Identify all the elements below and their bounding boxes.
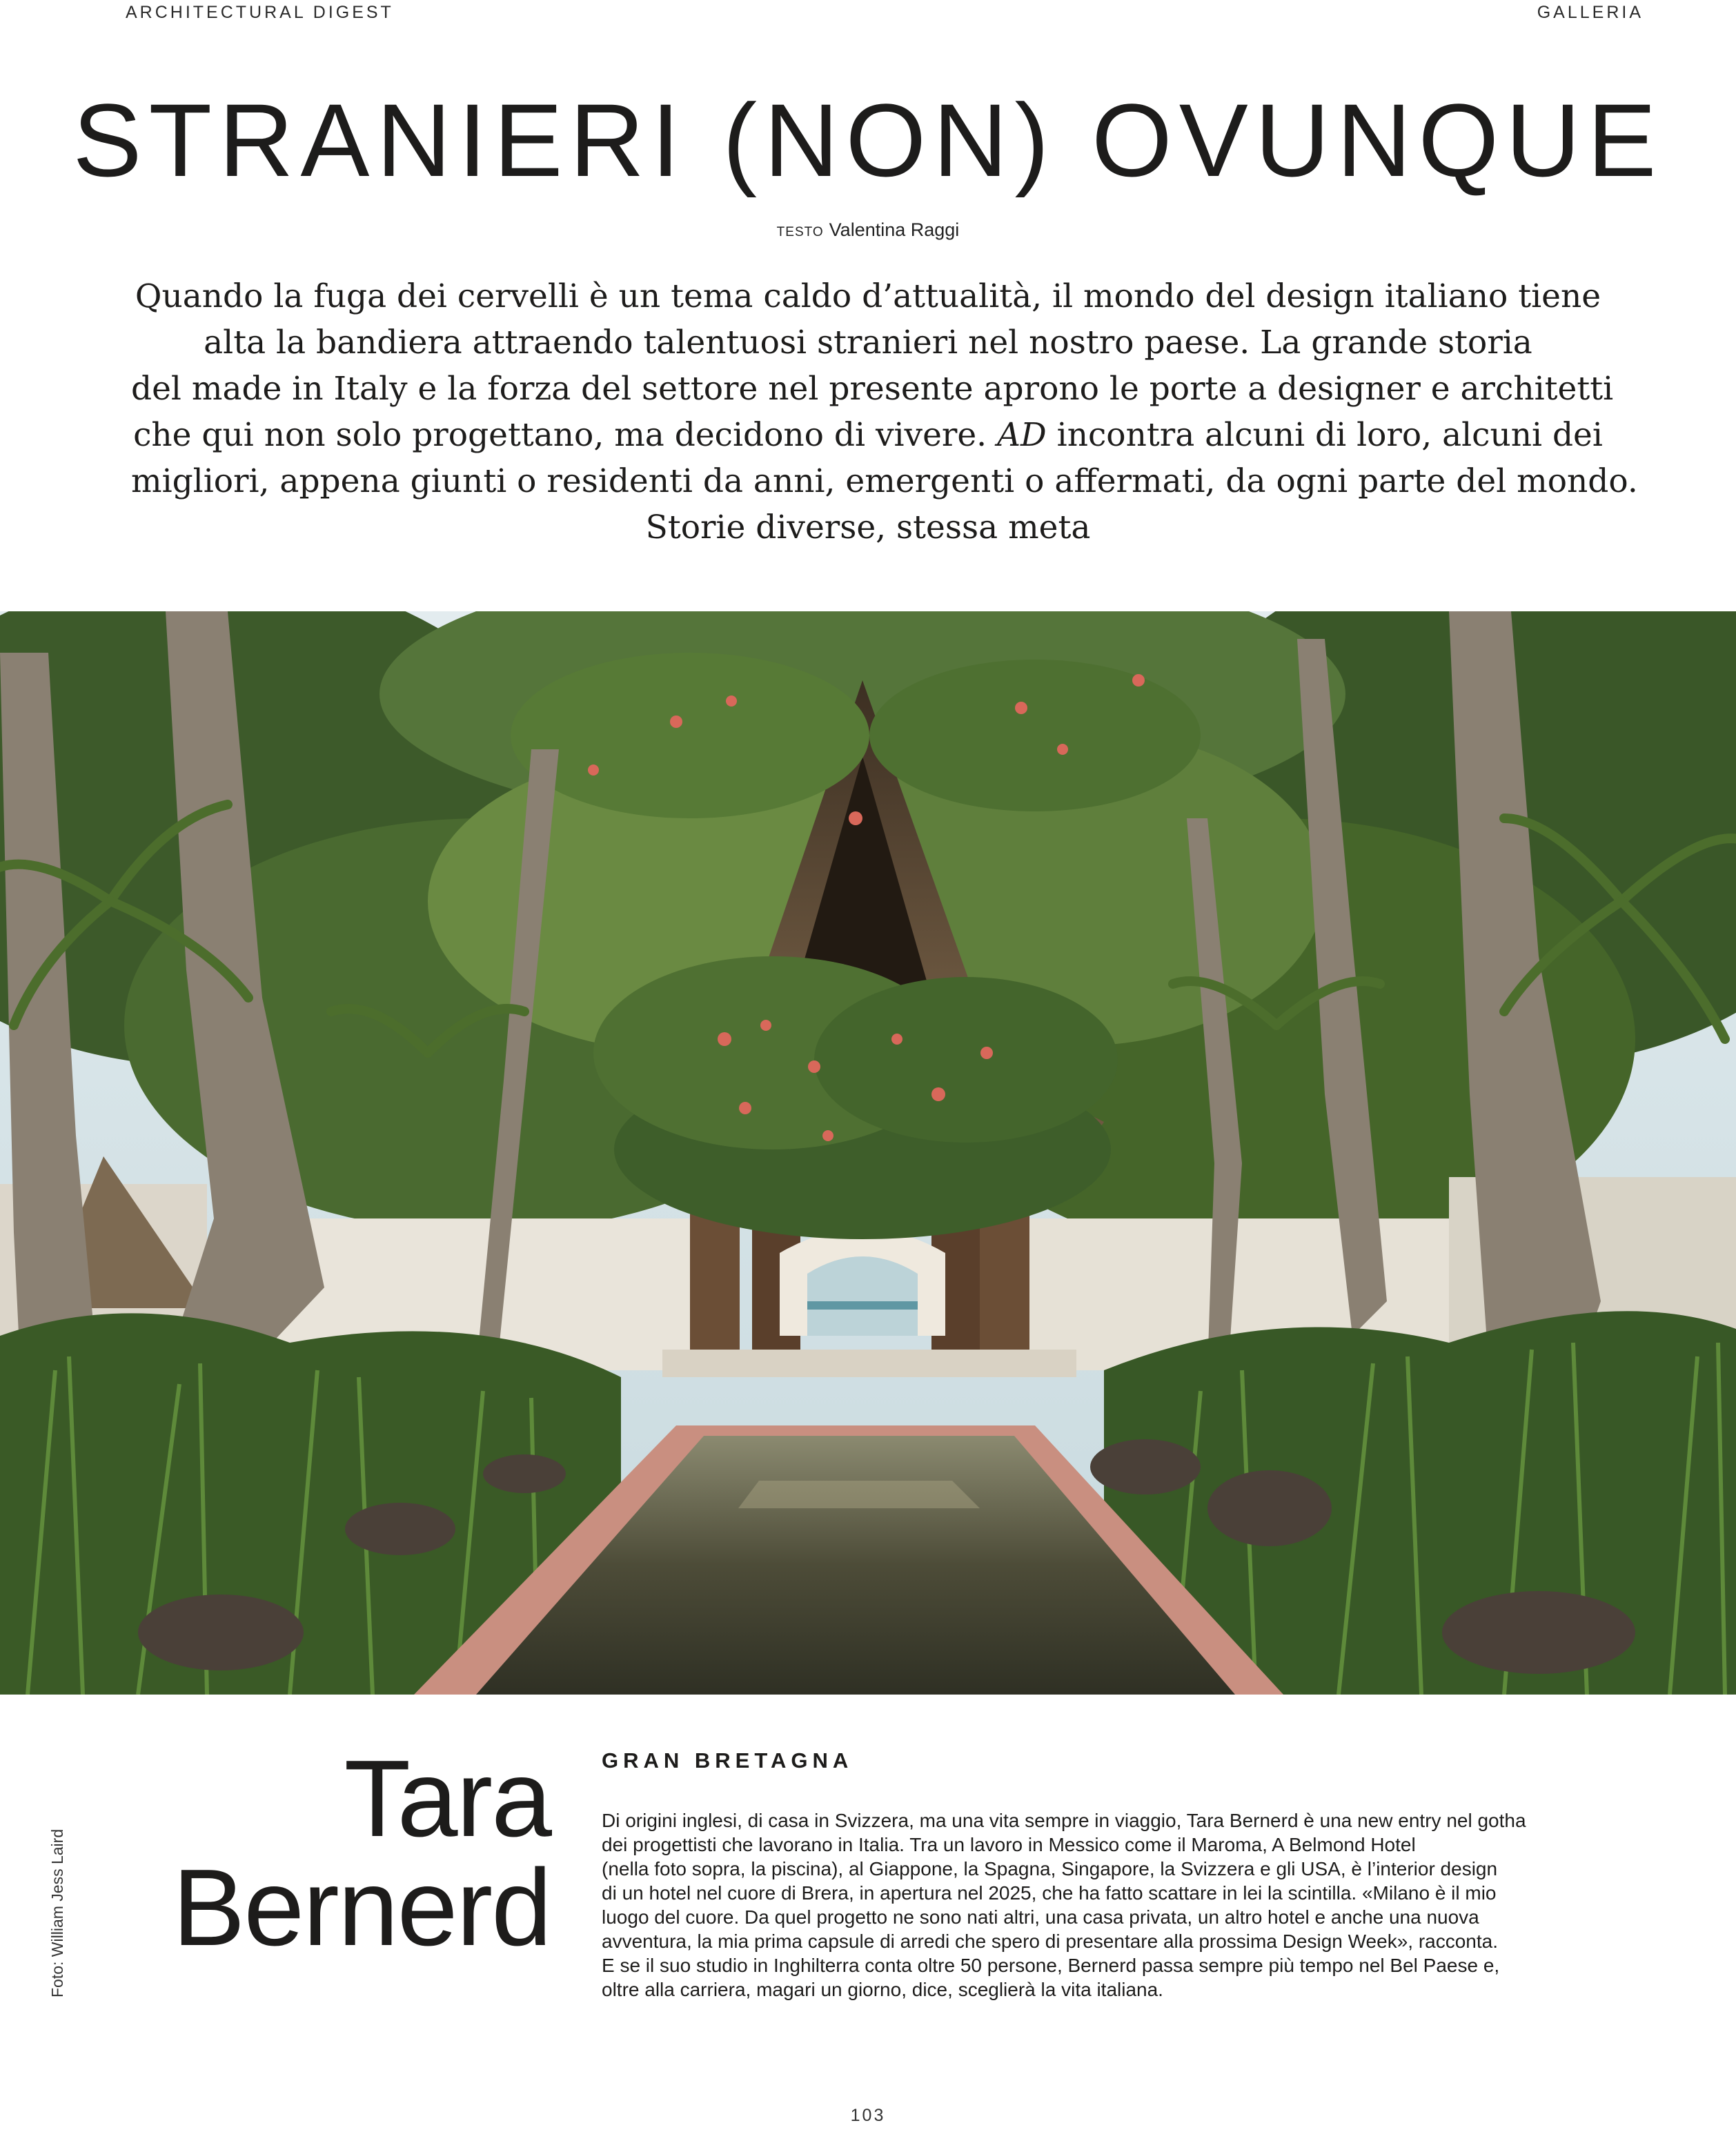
article-title: STRANIERI (NON) OVUNQUE	[72, 82, 1664, 198]
intro-line: del made in Italy e la forza del settore nel presente aprono le porte a designer e architetti	[131, 370, 1614, 408]
intro-line: Storie diverse, stessa meta	[645, 509, 1091, 546]
byline-label: TESTO	[776, 225, 824, 239]
designer-bio	[602, 1808, 1637, 2002]
bio-line: Di origini inglesi, di casa in Svizzera, ma una vita sempre in viaggio, Tara Bernerd è una new entry nel gotha	[602, 1810, 1526, 1831]
intro-line	[131, 412, 1605, 458]
hero-photo	[0, 611, 1736, 1695]
intro-magazine-name: AD	[997, 416, 1047, 454]
bio-line: (nella foto sopra, la piscina), al Giappone, la Spagna, Singapore, la Svizzera e gli USA, è l’interior design	[602, 1858, 1498, 1879]
page-number: 103	[850, 2106, 886, 2125]
bio-line: avventura, la mia prima capsule di arredi che spero di presentare alla prossima Design Week», racconta.	[602, 1931, 1499, 1952]
designer-country: GRAN BRETAGNA	[602, 1748, 854, 1773]
byline-author: Valentina Raggi	[829, 219, 960, 240]
bio-line: dei progettisti che lavorano in Italia. Tra un lavoro in Messico come il Maroma, A Belmond Hotel	[602, 1834, 1416, 1855]
intro-line: alta la bandiera attraendo talentuosi stranieri nel nostro paese. La grande storia	[204, 324, 1532, 362]
running-head-section: GALLERIA	[1537, 3, 1644, 22]
designer-last-name: Bernerd	[172, 1847, 551, 1968]
intro-line-segment: incontra alcuni di loro, alcuni dei	[1056, 416, 1603, 454]
bio-line: oltre alla carriera, magari un giorno, dice, sceglierà la vita italiana.	[602, 1979, 1163, 2000]
designer-name	[172, 1738, 551, 1968]
designer-first-name: Tara	[344, 1738, 551, 1859]
byline	[0, 219, 1736, 241]
tropical-garden-pool-illustration	[0, 611, 1736, 1695]
article-intro	[131, 273, 1638, 551]
intro-line-segment: che qui non solo progettano, ma decidono di vivere.	[133, 416, 987, 454]
running-head-publication: ARCHITECTURAL DIGEST	[126, 3, 394, 22]
bio-line: E se il suo studio in Inghilterra conta oltre 50 persone, Bernerd passa sempre più tempo nel Bel Paese e,	[602, 1955, 1500, 1976]
photo-credit: Foto: William Jess Laird	[48, 1828, 66, 1997]
intro-line: Quando la fuga dei cervelli è un tema caldo d’attualità, il mondo del design italiano tiene	[135, 277, 1601, 315]
bio-line: luogo del cuore. Da quel progetto ne sono nati altri, una casa privata, un altro hotel e anche una nuova	[602, 1906, 1479, 1928]
intro-line: migliori, appena giunti o residenti da anni, emergenti o affermati, da ogni parte del mondo.	[131, 462, 1638, 500]
bio-line: di un hotel nel cuore di Brera, in apertura nel 2025, che ha fatto scattare in lei la scintilla. «Milano è il mio	[602, 1882, 1497, 1904]
